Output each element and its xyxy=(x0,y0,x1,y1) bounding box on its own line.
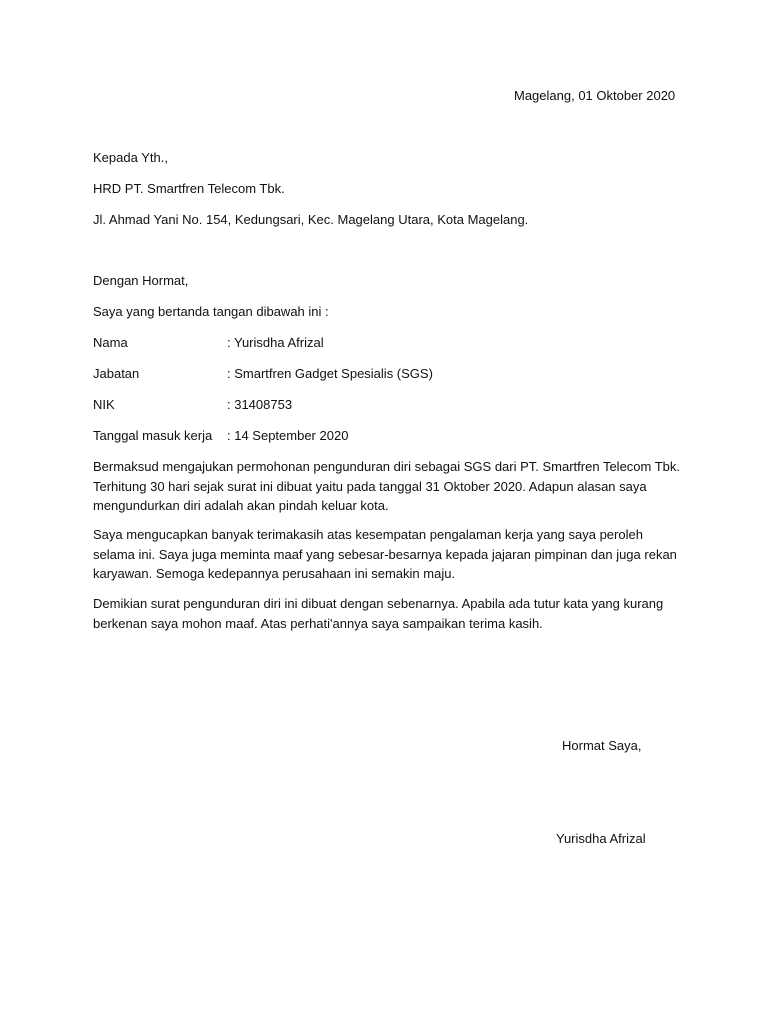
field-value: : Yurisdha Afrizal xyxy=(227,335,324,350)
paragraph-line: Terhitung 30 hari sejak surat ini dibuat yaitu pada tanggal 31 Oktober 2020. Adapun alasan saya xyxy=(93,478,647,494)
paragraph-line: karyawan. Semoga kedepannya perusahaan ini semakin maju. xyxy=(93,566,456,581)
field-label: NIK xyxy=(93,397,115,412)
field-value: : 31408753 xyxy=(227,397,293,412)
recipient-salutation: Kepada Yth., xyxy=(93,150,168,165)
intro-text: Saya yang bertanda tangan dibawah ini : xyxy=(93,304,329,319)
closing-salutation: Hormat Saya, xyxy=(562,738,642,753)
paragraph-line: berkenan saya mohon maaf. Atas perhati'annya saya sampaikan terima kasih. xyxy=(93,615,543,631)
greeting: Dengan Hormat, xyxy=(93,273,189,288)
body-paragraph-resignation xyxy=(93,457,693,516)
body-paragraph-closing xyxy=(93,594,693,633)
recipient-addressee: HRD PT. Smartfren Telecom Tbk. xyxy=(93,181,285,196)
paragraph-line: mengundurkan diri adalah akan pindah keluar kota. xyxy=(93,498,389,513)
place-date: Magelang, 01 Oktober 2020 xyxy=(514,88,676,103)
paragraph-line: Bermaksud mengajukan permohonan pengunduran diri sebagai SGS dari PT. Smartfren Telecom Tbk. xyxy=(93,459,681,474)
paragraph-line: Demikian surat pengunduran diri ini dibuat dengan sebenarnya. Apabila ada tutur kata yang kurang xyxy=(93,596,664,611)
field-value: : Smartfren Gadget Spesialis (SGS) xyxy=(227,366,433,381)
paragraph-line: Saya mengucapkan banyak terimakasih atas kesempatan pengalaman kerja yang saya peroleh xyxy=(93,527,643,542)
field-label: Nama xyxy=(93,335,128,350)
field-label: Jabatan xyxy=(93,366,140,381)
field-label: Tanggal masuk kerja xyxy=(93,428,213,443)
signer-name: Yurisdha Afrizal xyxy=(556,831,646,846)
body-paragraph-thanks xyxy=(93,525,693,584)
paragraph-line: selama ini. Saya juga meminta maaf yang sebesar-besarnya kepada jajaran pimpinan dan juga rekan xyxy=(93,546,677,562)
field-value: : 14 September 2020 xyxy=(227,428,349,443)
recipient-address: Jl. Ahmad Yani No. 154, Kedungsari, Kec. Magelang Utara, Kota Magelang. xyxy=(93,212,529,227)
